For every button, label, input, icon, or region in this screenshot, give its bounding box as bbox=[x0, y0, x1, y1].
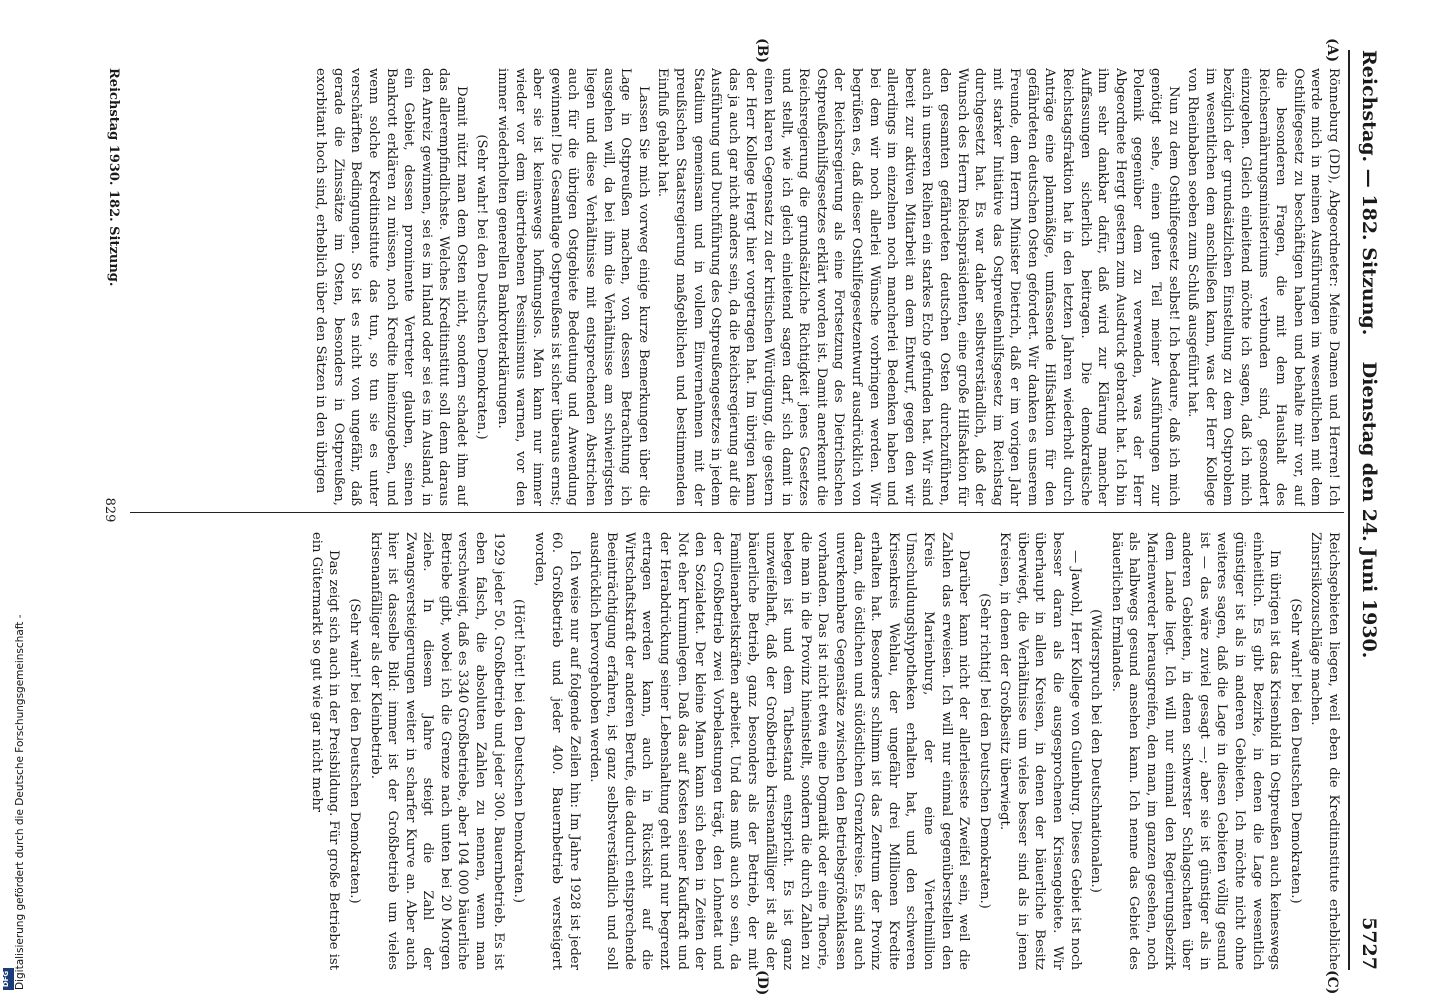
digitization-credit: Digitalisierung gefördert durch die Deutsche Forschungsgemeinschaft - bbox=[14, 614, 26, 990]
paragraph: Im übrigen ist das Krisenbild in Ostpreußen auch keineswegs einheitlich. Es gibt Bezirke, in denen die Lage wesentlich günstiger ist als in anderen Gebieten. Ich möchte nicht ohne weiteres sagen, daß die Lage in diesen Gebieten völlig gesund ist — das wäre zuviel gesagt —; aber sie ist günstiger als in anderen Gebieten, in denen schwerster Schlagschatten über dem Lande liegt. Ich will nur einmal den Regierungsbezirk Marienwerder herausgreifen, den man, im ganzen gesehen, noch als halbwegs gesund ansehen kann. Ich nenne das Gebiet des bäuerlichen Ermlandes. bbox=[1108, 532, 1283, 970]
margin-marker-b: (B) bbox=[754, 38, 770, 64]
dfg-logo-text: DFG bbox=[2, 970, 11, 988]
paragraph: Damit nützt man dem Osten nicht, sondern schadet ihm auf das allerempfindlichste. Welches Kreditinstitut soll denn daraus den Anreiz gewinnen, sei es im Inland oder sei es im Ausland, in ein Gebiet, dessen prominente Vertreter glauben, seinen Bankrott erklären zu müssen, noch Kredite hineinzugeben, und wenn solche Kreditinstitute das tun, so tun sie es unter verschärften Bedingungen. So ist es nicht von ungefähr, daß gerade die Zinssätze im Osten, besonders in Ostpreußen, exorbitant hoch sind, erheblich über den Sätzen in den übrigen bbox=[313, 68, 469, 506]
paragraph: Darüber kann nicht der allerleiseste Zweifel sein, weil die Zahlen das erweisen. Ich will nur einmal gegenüberstellen den Kreis Marienburg, der eine Viertelmillion Umschuldungshypotheken erhalten hat, und den schweren Krisenkreis Wehlau, der ungefähr drei Millionen Kredite erhalten hat. Besonders schlimm ist das Zentrum der Provinz daran, die östlichen und südöstlichen Grenzkreise. Es sind auch unverkennbare Gegensätze zwischen den Betriebsgrößenklassen vorhanden. Das ist nicht etwa eine Dogmatik oder eine Theorie, die man in die Provinz hineinstellt, sondern die durch Zahlen zu belegen ist und dem Tatbestand entspricht. Es ist ganz unzweifelhaft, daß der Großbetrieb krisenanfälliger ist als der bäuerliche Betrieb, ganz besonders als der Betrieb, der mit Familienarbeitskräften arbeitet. Und das muß auch so sein, da der Großbetrieb zwei Vorbelastungen trägt, den Lohnetat und den Sozialetat. Der kleine Mann kann sich eben in Zeiten der Not eher krummlegen. Daß das auf Kosten seiner Kaufkraft und der Herabdrückung seiner Lebenshaltung geht und nur begrenzt ertragen werden kann, auch in Rücksicht auf die Wirtschaftskraft der anderen Berufe, die dadurch entsprechende Beeinträchtigung erfahren, ist ganz selbstverständlich und soll ausdrücklich hervorgehoben werden. bbox=[586, 532, 972, 970]
page-header bbox=[1348, 50, 1384, 970]
interjection: (Sehr richtig! bei den Deutschen Demokraten.) bbox=[976, 593, 992, 909]
footer-session: Reichstag 1930. 182. Sitzung. bbox=[106, 68, 121, 287]
column-divider bbox=[130, 512, 1344, 513]
paragraph: Reichsgebieten liegen, weil eben die Kreditinstitute erhebliche Zinsrisikozuschläge machen. bbox=[1308, 532, 1341, 970]
paragraph: Nun zu dem Osthilfegesetz selbst! Ich bedaure, daß ich mich genötigt sehe, einen guten Teil meiner Ausführungen zur Polemik gegenüber dem zu verwenden, was der Herr Abgeordnete Hergt gestern zum Ausdruck gebracht hat. Ich bin ihm sehr dankbar dafür, daß wird zur Klärung mancher Auffassungen sicherlich beitragen. Die demokratische Reichstagsfraktion hat in den letzten Jahren wiederholt durch Anträge eine planmäßige, umfassende Hilfsaktion für den gefährdeten deutschen Osten gefordert. Wir danken es unserem Freunde, dem Herrn Minister Dietrich, daß er im vorigen Jahr mit starker Initiative das Ostpreußenhilfsgesetz im Reichstag durchgesetzt hat. Es war daher selbstverständlich, daß der Wunsch des Herrn Reichspräsidenten, eine große Hilfsaktion für den gesamten gefährdeten deutschen Osten durchzuführen, auch in unseren Reihen ein starkes Echo gefunden hat. Wir sind bereit zur aktiven Mitarbeit an dem Entwurf, gegen den wir allerdings im einzelnen noch mancherlei Bedenken haben und bei dem wir noch allerlei Wünsche vorbringen werden. Wir begrüßen es, daß dieser Osthilfegesetzentwurf ausdrücklich von der Reichsregierung als eine Fortsetzung des Dietrichschen Ostpreußenhilfsgesetzes erklärt worden ist. Damit anerkennt die Reichsregierung die grundsätzliche Richtigkeit jenes Gesetzes und stellt, wie ich gleich einleitend sagen darf, sich damit in einen klaren Gegensatz zu der kritischen Würdigung, die gestern der Herr Kollege Hergt hier vorgetragen hat. Im übrigen kann das ja auch gar nicht anders sein, da die Reichsregierung auf die Ausführung und Durchführung des Ostpreußengesetzes in jedem Stadium gemeinsam und in vollem Einvernehmen mit der preußischen Staatsregierung maßgeblichen und bestimmenden Einfluß gehabt hat. bbox=[655, 68, 1181, 506]
margin-marker-d: (D) bbox=[754, 970, 770, 996]
dfg-logo-icon bbox=[3, 968, 14, 990]
interjection: (Sehr wahr! bei den Deutschen Demokraten.) bbox=[1287, 598, 1303, 904]
margin-marker-a: (A) bbox=[1324, 38, 1340, 63]
header-date: Dienstag den 24. Juni 1930. bbox=[1358, 361, 1380, 659]
paragraph: — Jawohl, Herr Kollege von Gulenburg. Dieses Gebiet ist noch besser daran als die ausgesprochenen Krisengebiete. Wir überhaupt in allen Kreisen, in denen der bäuerliche Besitz überwiegt, die Verhältnisse um vieles besser sind als in jenen Kreisen, in denen der Großbesitz überwiegt. bbox=[997, 532, 1083, 970]
paragraph: Das zeigt sich auch in der Preisbildung. Für große Betriebe ist ein Gütermarkt so gut wie gar nicht mehr bbox=[308, 532, 342, 970]
footer-page-number: 829 bbox=[102, 497, 117, 523]
header-page-number: 5727 bbox=[1358, 917, 1380, 970]
paragraph: Ich weise nur auf folgende Zeilen hin: Im Jahre 1928 ist jeder 60. Großbetrieb und jeder 400. Bauernbetrieb versteigert worden, bbox=[531, 532, 583, 970]
header-session: Reichstag. — 182. Sitzung. bbox=[1358, 50, 1380, 336]
paragraph: Rönneburg (DD), Abgeordneter: Meine Damen und Herren! Ich werde mich in meinen Ausführungen im wesentlichen mit dem Osthilfegesetz zu beschäftigen haben und behalte mir vor, auf die besonderen Fragen, die mit dem Haushalt des Reichsernährungsministeriums verbunden sind, gesondert einzugehen. Gleich einleitend möchte ich sagen, daß ich mich bezüglich der grundsätzlichen Einstellung zu dem Ostproblem im wesentlichen dem anschließen kann, was der Herr Kollege von Rheinbaben soeben zum Schluß ausgeführt hat. bbox=[1185, 68, 1341, 506]
interjection: (Sehr wahr! bei den Deutschen Demokraten.) bbox=[474, 134, 490, 440]
paragraph: 1929 jeder 50. Großbetrieb und jeder 300. Bauernbetrieb. Es ist eben falsch, die absoluten Zahlen zu nennen, wenn man verschweigt, daß es 3340 Großbetriebe, aber 104 000 bäuerliche Betriebe gibt, wobei ich die Grenze nach unten bei 20 Morgen ziehe. In diesem Jahre steigt die Zahl der Zwangsversteigerungen weiter in scharfer Kurve an. Aber auch hier ist dasselbe Bild: immer ist der Großbetrieb um vieles krisenanfälliger als der Kleinbetrieb. bbox=[367, 532, 506, 970]
left-column bbox=[130, 68, 1342, 506]
interjection: (Hört! hört! bei den Deutschen Demokraten.) bbox=[511, 598, 527, 903]
right-column bbox=[130, 532, 1342, 970]
interjection: (Sehr wahr! bei den Deutschen Demokraten.) bbox=[346, 598, 362, 904]
interjection: (Widerspruch bei den Deutschnationalen.) bbox=[1088, 609, 1104, 893]
paragraph: Lassen Sie mich vorweg einige kurze Bemerkungen über die Lage in Ostpreußen machen, von dessen Betrachtung ich ausgehen will, da bei ihm die Verhältnisse am schwierigsten liegen und diese Verhältnisse mit entsprechenden Abstrichen auch für die übrigen Ostgebiete Bedeutung und Anwendung gewinnen! Die Gesamtlage Ostpreußens ist sicher überaus ernst; aber sie ist keineswegs hoffnungslos. Man kann nur immer wieder vor dem übertriebenen Pessimismus warnen, vor den immer wiederholten generellen Bankrotterklärungen. bbox=[495, 68, 651, 506]
document-page bbox=[90, 30, 1390, 996]
margin-marker-c: (C) bbox=[1324, 970, 1340, 995]
